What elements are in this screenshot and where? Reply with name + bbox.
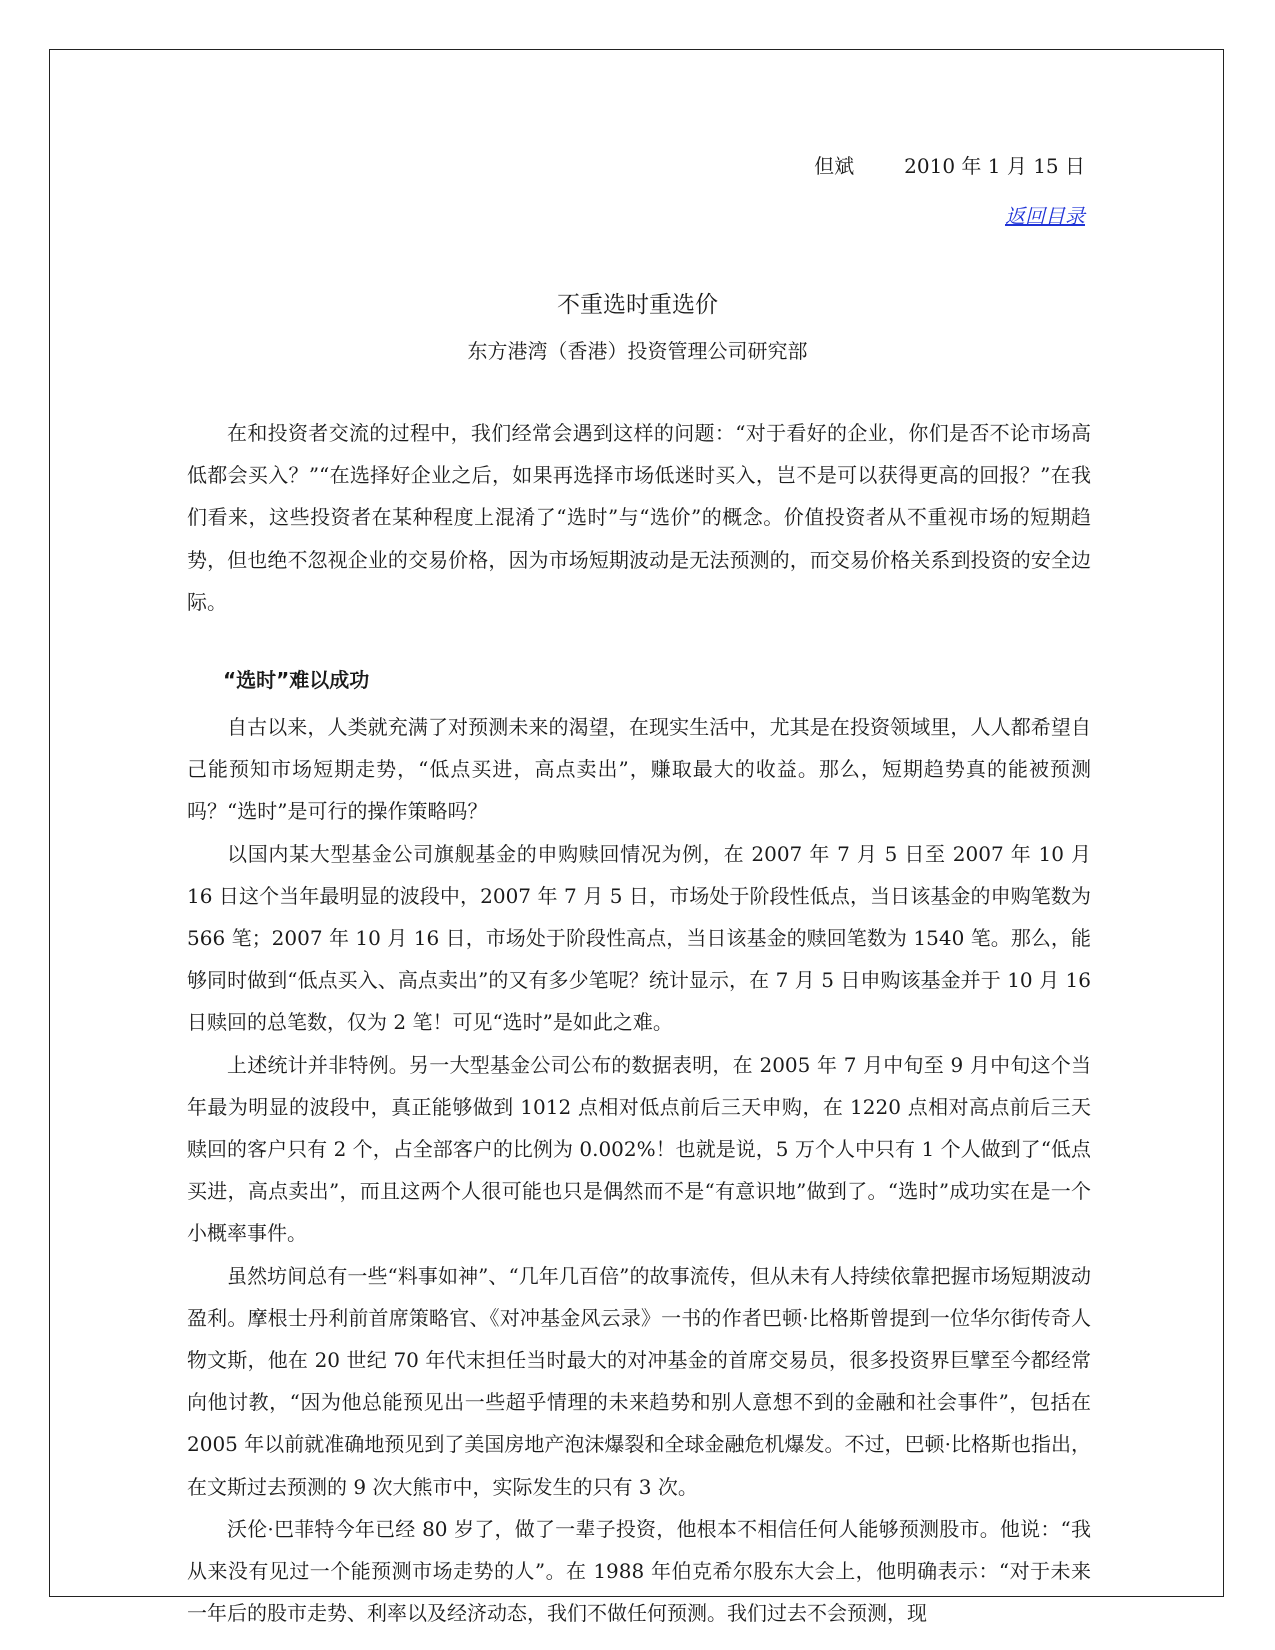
paragraph-1: 自古以来，人类就充满了对预测未来的渴望，在现实生活中，尤其是在投资领域里，人人都希望自己能预知市场短期走势，“低点买进，高点卖出”，赚取最大的收益。那么，短期趋势真的能被预测吗？“选时”是可行的操作策略吗？ — [187, 715, 1091, 824]
intro-section — [187, 412, 1091, 623]
back-to-contents-link[interactable]: 返回目录 — [1005, 204, 1085, 228]
intro-paragraph: 在和投资者交流的过程中，我们经常会遇到这样的问题：“对于看好的企业，你们是否不论市场高低都会买入？”“在选择好企业之后，如果再选择市场低迷时买入，岂不是可以获得更高的回报？”在我们看来，这些投资者在某种程度上混淆了“选时”与“选价”的概念。价值投资者从不重视市场的短期趋势，但也绝不忽视企业的交易价格，因为市场短期波动是无法预测的，而交易价格关系到投资的安全边际。 — [187, 421, 1091, 614]
section-heading: “选时”难以成功 — [223, 668, 370, 692]
date: 2010 年 1 月 15 日 — [904, 154, 1085, 178]
author-date-line — [700, 150, 1085, 179]
section-body — [187, 706, 1091, 1634]
paragraph-4: 虽然坊间总有一些“料事如神”、“几年几百倍”的故事流传，但从未有人持续依靠把握市场短期波动盈利。摩根士丹利前首席策略官、《对冲基金风云录》一书的作者巴顿·比格斯曾提到一位华尔街传奇人物文斯，他在 20 世纪 70 年代末担任当时最大的对冲基金的首席交易员，很多投资界巨擘至今都经常向他讨教，“因为他总能预见出一些超乎情理的未来趋势和别人意想不到的金融和社会事件”，包括在 2005 年以前就准确地预见到了美国房地产泡沫爆裂和全球金融危机爆发。不过，巴顿·比格斯也指出，在文斯过去预测的 9 次大熊市中，实际发生的只有 3 次。 — [187, 1263, 1091, 1499]
paragraph-5: 沃伦·巴菲特今年已经 80 岁了，做了一辈子投资，他根本不相信任何人能够预测股市。他说：“我从来没有见过一个能预测市场走势的人”。在 1988 年伯克希尔股东大会上，他明确表示：“对于未来一年后的股市走势、利率以及经济动态，我们不做任何预测。我们过去不会预测，现 — [187, 1516, 1091, 1626]
paragraph-2: 以国内某大型基金公司旗舰基金的申购赎回情况为例，在 2007 年 7 月 5 日至 2007 年 10 月 16 日这个当年最明显的波段中，2007 年 7 月 5 日，市场处于阶段性低点，当日该基金的申购笔数为 566 笔；2007 年 10 月 16 日，市场处于阶段性高点，当日该基金的赎回笔数为 1540 笔。那么，能够同时做到“低点买入、高点卖出”的又有多少笔呢？统计显示，在 7 月 5 日申购该基金并于 10 月 16 日赎回的总笔数，仅为 2 笔！可见“选时”是如此之难。 — [187, 841, 1091, 1035]
page-title: 不重选时重选价 — [557, 292, 718, 318]
author: 但斌 — [814, 154, 855, 178]
page-subtitle: 东方港湾（香港）投资管理公司研究部 — [467, 339, 808, 363]
paragraph-3: 上述统计并非特例。另一大型基金公司公布的数据表明，在 2005 年 7 月中旬至 9 月中旬这个当年最为明显的波段中，真正能够做到 1012 点相对低点前后三天申购，在 1220 点相对高点前后三天赎回的客户只有 2 个，占全部客户的比例为 0.002%！也就是说，5 万个人中只有 1 个人做到了“低点买进，高点卖出”，而且这两个人很可能也只是偶然而不是“有意识地”做到了。“选时”成功实在是一个小概率事件。 — [187, 1052, 1091, 1246]
